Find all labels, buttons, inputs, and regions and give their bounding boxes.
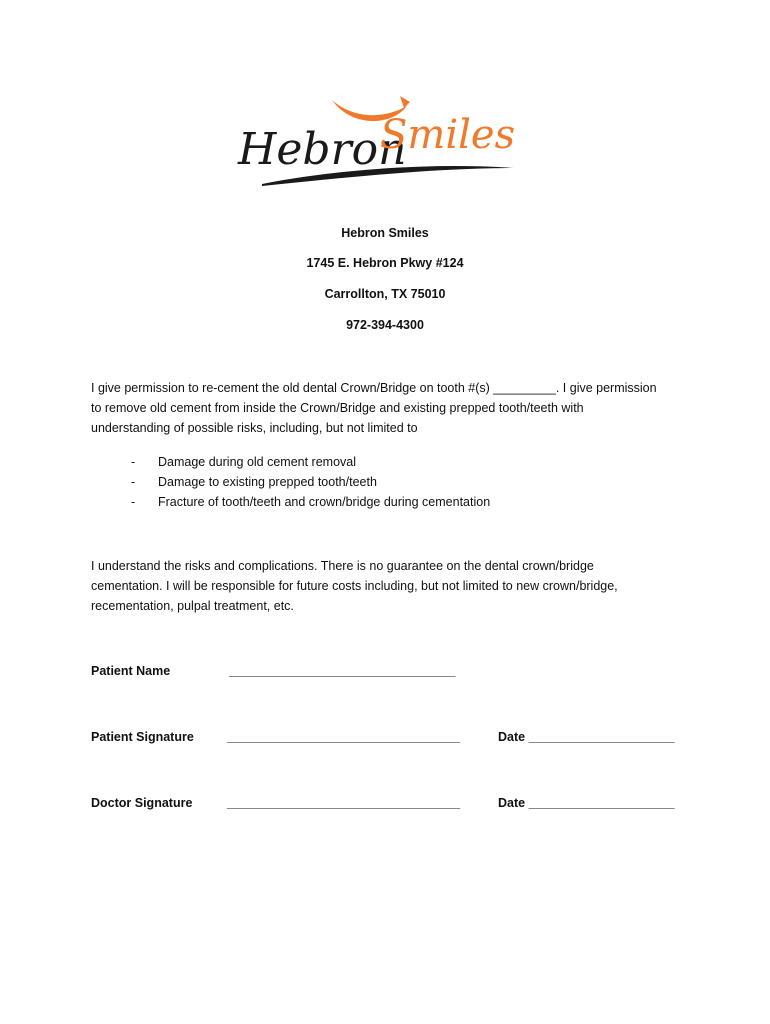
patient-signature-row xyxy=(91,730,691,750)
practice-address: 1745 E. Hebron Pkwy #124 xyxy=(306,256,464,270)
patient-date-field[interactable]: Date _____________________ xyxy=(498,730,675,744)
acknowledgement-line: I understand the risks and complications. There is no guarantee on the dental crown/bridge xyxy=(91,559,594,573)
risks-list xyxy=(131,452,490,512)
list-bullet: - xyxy=(131,455,136,469)
list-item xyxy=(131,472,490,492)
patient-name-label: Patient Name xyxy=(91,664,171,678)
practice-city-state-zip: Carrollton, TX 75010 xyxy=(324,287,446,301)
logo-word-hebron: Hebron xyxy=(238,124,407,175)
list-item xyxy=(131,492,490,512)
list-item-text: Damage to existing prepped tooth/teeth xyxy=(158,475,377,489)
consent-line: understanding of possible risks, including, but not limited to xyxy=(91,421,418,435)
smile-tip-icon xyxy=(400,96,410,108)
practice-name: Hebron Smiles xyxy=(341,226,429,240)
acknowledgement-line: recementation, pulpal treatment, etc. xyxy=(91,599,294,613)
consent-line: to remove old cement from inside the Crown/Bridge and existing prepped tooth/teeth with xyxy=(91,401,584,415)
consent-line: I give permission to re-cement the old dental Crown/Bridge on tooth #(s) _________. I give permission xyxy=(91,381,657,395)
patient-signature-field[interactable]: ___________________________________ xyxy=(227,730,460,744)
patient-name-row xyxy=(91,664,691,684)
patient-name-field[interactable]: __________________________________ xyxy=(229,664,456,678)
hebron-smiles-logo xyxy=(232,86,522,196)
list-bullet: - xyxy=(131,475,136,489)
doctor-signature-field[interactable]: ___________________________________ xyxy=(227,796,460,810)
logo-word-smiles: Smiles xyxy=(380,112,516,158)
logo-graphic xyxy=(232,86,522,196)
acknowledgement-paragraph xyxy=(91,556,691,616)
consent-paragraph xyxy=(91,378,691,438)
patient-signature-label: Patient Signature xyxy=(91,730,194,744)
doctor-date-field[interactable]: Date _____________________ xyxy=(498,796,675,810)
practice-phone: 972-394-4300 xyxy=(346,318,424,332)
list-item xyxy=(131,452,490,472)
list-item-text: Fracture of tooth/teeth and crown/bridge during cementation xyxy=(158,495,491,509)
doctor-signature-label: Doctor Signature xyxy=(91,796,193,810)
acknowledgement-line: cementation. I will be responsible for future costs including, but not limited to new crown/bridge, xyxy=(91,579,618,593)
list-bullet: - xyxy=(131,495,136,509)
list-item-text: Damage during old cement removal xyxy=(158,455,357,469)
doctor-signature-row xyxy=(91,796,691,816)
